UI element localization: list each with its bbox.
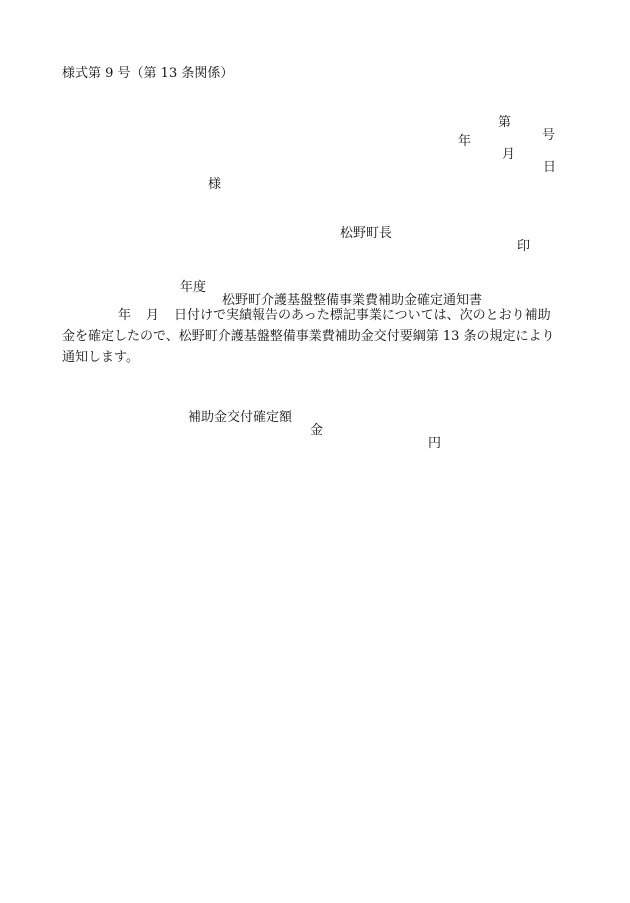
body-line-2	[62, 326, 572, 347]
number-label-dai: 第	[498, 115, 512, 130]
body-line-3-text: 通知します。	[62, 350, 139, 365]
number-label-go: 号	[542, 128, 556, 143]
title-year-label: 年度	[180, 280, 207, 295]
addressee-honorific: 様	[208, 177, 222, 192]
body-line-3	[62, 347, 572, 368]
issuer-name: 松野町長	[340, 226, 393, 241]
body-line-1-text: 日付けで実績報告のあった標記事業については、次のとおり補助	[174, 308, 551, 323]
body-month-label: 月	[146, 308, 160, 323]
amount-line	[188, 398, 468, 463]
issuer-seal-mark: 印	[517, 239, 531, 254]
date-year-label: 年	[458, 134, 472, 149]
amount-yen-label: 円	[428, 436, 442, 451]
date-line	[458, 122, 558, 187]
body-year-label: 年	[118, 308, 132, 323]
amount-kin-label: 金	[310, 423, 324, 438]
amount-label: 補助金交付確定額	[188, 410, 293, 425]
title-text: 松野町介護基盤整備事業費補助金確定通知書	[222, 293, 483, 308]
body-paragraph	[62, 305, 572, 368]
issuer-line	[340, 214, 540, 266]
date-day-label: 日	[543, 160, 557, 175]
date-month-label: 月	[502, 147, 516, 162]
body-line-2-text: 金を確定したので、松野町介護基盤整備事業費補助金交付要綱第 13 条の規定により	[62, 329, 555, 344]
form-number: 様式第 9 号（第 13 条関係）	[62, 66, 234, 81]
body-line-1	[62, 305, 572, 326]
